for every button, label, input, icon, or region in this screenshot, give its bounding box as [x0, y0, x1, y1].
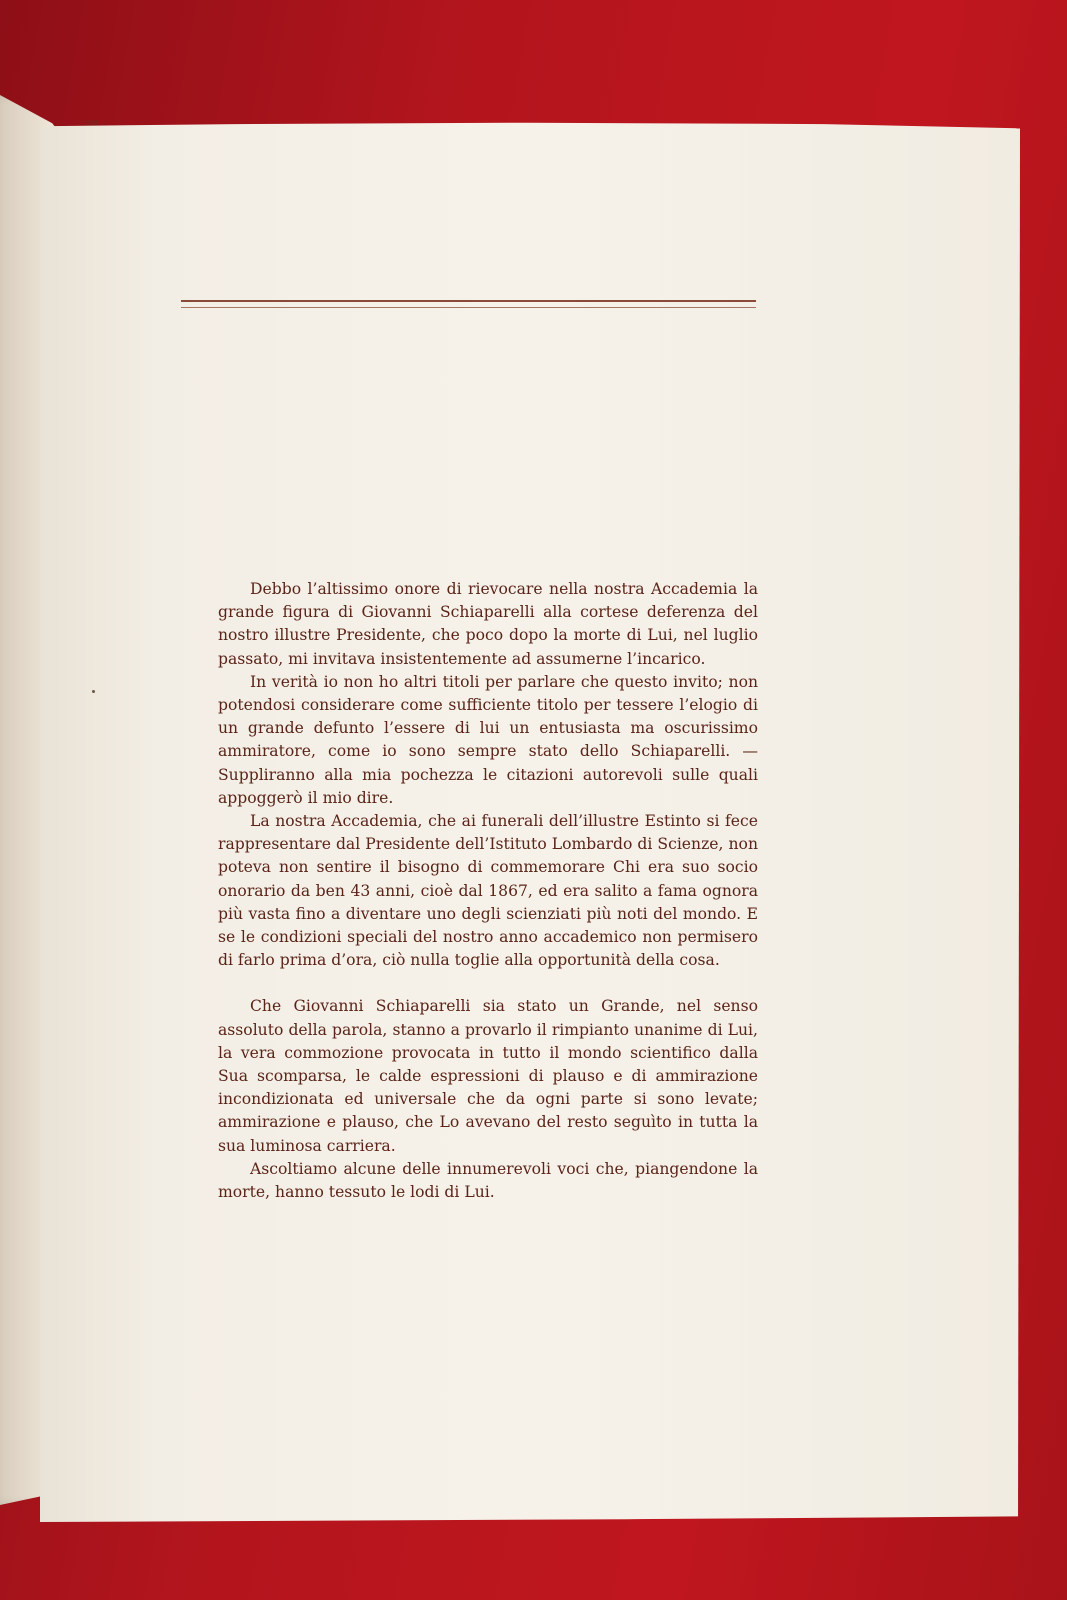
paragraph-1: Debbo l’altissimo onore di rievocare nella nostra Accademia la grande figura di Giovanni Schiaparelli alla cortese deferenza del nostro illustre Presidente, che poco dopo la morte di Lui, nel luglio passato, mi invitava insistentemente ad assumerne l’incarico.	[218, 580, 758, 668]
paragraph-4: Che Giovanni Schiaparelli sia stato un Grande, nel senso assoluto della parola, stanno a provarlo il rimpianto unanime di Lui, la vera commozione provocata in tutto il mondo scientifico dalla Sua scomparsa, le calde espressioni di plauso e di ammirazione incondizionata ed universale che da ogni parte si sono levate; ammirazione e plauso, che Lo avevano del resto seguìto in tutta la sua luminosa carriera.	[218, 997, 758, 1155]
paragraph-5: Ascoltiamo alcune delle innumerevoli voci che, piangendone la morte, hanno tessuto le lodi di Lui.	[218, 1159, 758, 1202]
header-rule	[181, 300, 756, 308]
binding-mark	[92, 690, 95, 693]
body-text	[218, 578, 758, 1204]
paragraph-3: La nostra Accademia, che ai funerali dell’illustre Estinto si fece rappresentare dal Presidente dell’Istituto Lombardo di Scienze, non poteva non sentire il bisogno di commemorare Chi era suo socio onorario da ben 43 anni, cioè dal 1867, ed era salito a fama ognora più vasta fino a diventare uno degli scienziati più noti del mondo. E se le condizioni speciali del nostro anno accademico non permisero di farlo prima d’ora, ciò nulla toglie alla opportunità della cosa.	[218, 812, 758, 970]
paragraph-2: In verità io non ho altri titoli per parlare che questo invito; non potendosi considerare come sufficiente titolo per tessere l’elogio di un grande defunto l’essere di lui un entusiasta ma oscurissimo ammiratore, come io sono sempre stato dello Schiaparelli. — Suppliranno alla mia pochezza le citazioni autorevoli sulle quali appoggerò il mio dire.	[218, 672, 758, 807]
